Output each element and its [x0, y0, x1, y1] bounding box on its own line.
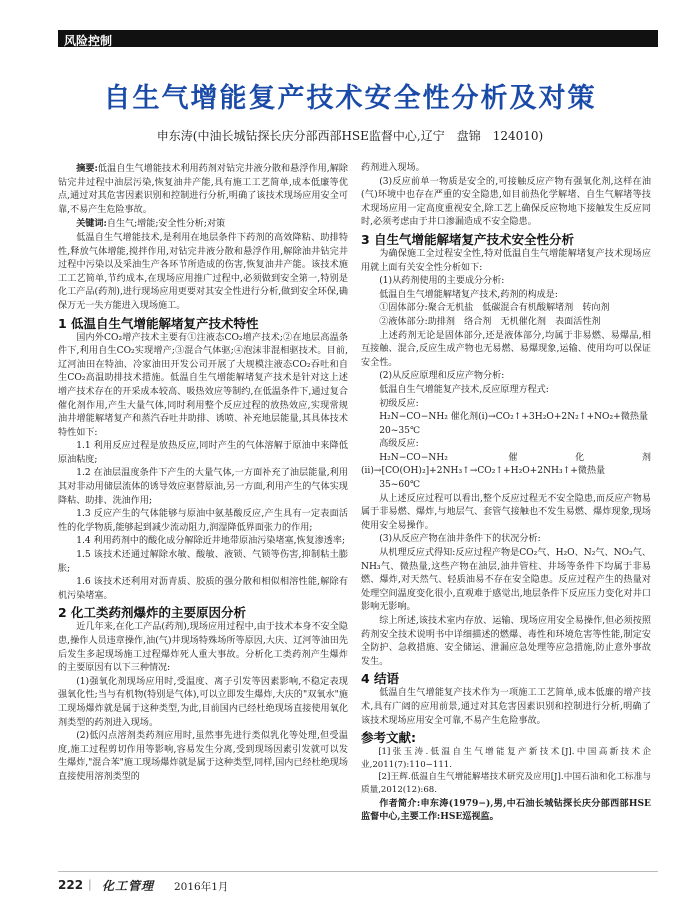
paragraph: 为确保施工全过程安全性,特对低温自生气增能解堵复产技术现场应用就上面有关安全性分析如下: — [361, 248, 651, 273]
page-header — [0, 0, 700, 50]
abstract-text: 低温自生气增能技术利用药剂对钻完井液分散和悬浮作用,解除钻完井过程中油层污染,恢复油井产能,具有施工工艺简单,成本低廉等优点,通过对其危害因素识别和控制进行分析,明确了该技术现场应用安全可靠,不易产生危险事故。 — [58, 164, 348, 215]
paragraph: (1)强氧化剂现场应用时,受温度、离子引发等因素影响,不稳定表现强氧化性;当与有机物(特别是气体),可以立即发生爆炸,大庆的"双氧水"施工现场爆炸就是属于这种类型,为此,目前国内已经杜绝现场直接使用氧化剂类型的药剂进入现场。 — [58, 676, 348, 728]
section-label: 风险控制 — [64, 34, 113, 48]
paragraph: (3)反应前单一物质是安全的,可接触反应产物有强氧化剂,这样在油(气)环境中也存在严重的安全隐患,如目前热化学解堵、自生气解堵等技术现场应用一定高度重视安全,除工艺上确保反应物地下接触发生反应同时,必须考虑由于井口渗漏造成不安全隐患。 — [361, 176, 651, 228]
paragraph: 综上所述,该技术室内存放、运输、现场应用安全易操作,但必须按照药剂安全技术说明书中详细描述的燃爆、毒性和环境危害等性能,制定安全防护、急救措施、安全储运、泄漏应急处理等应急措施,防止意外事故发生。 — [361, 616, 651, 667]
paragraph: (1)从药剂使用的主要成分分析: — [379, 276, 505, 287]
paragraph: 低温自生气增能解堵复产技术,药剂的构成是: — [379, 289, 558, 300]
paragraph: 药剂进入现场。 — [361, 163, 425, 173]
paragraph: 国内外CO₂增产技术主要有①注液态CO₂增产技术;②在地层高温条件下,利用自生CO₂实现增产;③混合气体驱;④泡沫非混相驱技术。目前,辽河油田在特油、冷家油田开发公司开展了大规模注液态CO₂吞吐和自生CO₂高温助排技术措施。低温自生气增能解堵复产技术是针对这上述增产技术存在的开采成本较高、吸热效应等制约,在低温条件下,通过复合催化剂作用,产生大量气体,同时利用整个反应过程的放热效应,实现常规油井增能解堵复产和蒸汽吞吐井助排、诱喷、补充地层能量,其具体技术特性如下: — [58, 332, 348, 438]
paragraph: 初级反应: — [379, 398, 419, 409]
paragraph: 从上述反应过程可以看出,整个反应过程无不安全隐患,而反应产物易属于非易燃、爆炸,与地层气、套管气接触也不发生易燃、爆炸现象,现场使用安全易操作。 — [361, 493, 651, 531]
reference-item: [2]王辉.低温自生气增能解堵技术研究及应用[J].中国石油和化工标准与质量,2012(12):68. — [361, 772, 651, 795]
paragraph: 低温自生气增能复产技术,反应原理方程式: — [379, 384, 549, 395]
intro-paragraph: 低温自生气增能技术,是利用在地层条件下药剂的高效降粘、助排特性,释放气体增能,搅拌作用,对钻完井液分散和悬浮作用,解除油井钻完井过程中污染以及采油生产各环节所造成的伤害,恢复油井产能。该技术施工工艺简单,节约成本,在现场应用推广过程中,必须做到安全第一,特别是化工产品(药剂),进行现场应用更要对其安全性进行分析,做到安全环保,确保万无一失方能进入现场施工。 — [58, 232, 348, 311]
paragraph: ②液体部分:助排剂 络合剂 无机催化剂 表面活性剂 — [379, 316, 601, 327]
article-title: 自生气增能复产技术安全性分析及对策 — [103, 83, 597, 114]
paragraph: 1.5 该技术还通过解除水敏、酸敏、液锁、气锁等伤害,抑制粘土膨胀; — [58, 550, 348, 574]
equation-2-temp: 35~60℃ — [379, 480, 421, 491]
paragraph: 1.4 利用药剂中的酸化成分解除近井地带原油污染堵塞,恢复渗透率; — [76, 536, 346, 547]
paragraph: 高级反应: — [379, 439, 419, 450]
equation-1: H₂N−CO−NH₂ 催化剂(ⅰ)→CO₂↑+3H₂O+2N₂↑+NO₂+微热量 — [379, 412, 649, 423]
paragraph: (2)低闪点溶剂类药剂应用时,虽然事先进行类似乳化等处理,但受温度,施工过程剪切作用等影响,容易发生分离,受到现场因素引发就可以发生爆炸,"混合苯"施工现场爆炸就是属于这种类型,同样,国内已经杜绝现场直接使用溶剂类型的 — [58, 731, 348, 782]
section-tag — [58, 30, 658, 47]
equation-2: H₂N−CO−NH₂ 催化剂(ⅱ)→[CO(OH)₂]+2NH₃↑→CO₂↑+H₂O+2NH₃↑+微热量 — [361, 452, 651, 477]
paragraph: 1.6 该技术还利用对沥青质、胶质的强分散和相似相溶性能,解除有机污染堵塞。 — [58, 577, 348, 601]
paragraph: 上述药剂无论是固体部分,还是液体部分,均属于非易燃、易爆品,相互接触、混合,反应生成产物也无易燃、易爆现象,运输、使用均可以保证安全性。 — [361, 330, 651, 368]
paragraph: 1.3 反应产生的气体能够与原油中氨基酸反应,产生具有一定表面活性的化学物质,能够起到减少流动阻力,润湿降低界面张力的作用; — [58, 509, 348, 533]
page-footer — [58, 876, 658, 896]
journal-name: 化工管理 — [102, 879, 155, 893]
paragraph: 从机理反应式得知:反应过程产物是CO₂气、H₂O、N₂气、NO₂气、NH₃气、微热量,这些产物在油层,油井管柱、井场等条件下均属于非易燃、爆炸,对天然气、轻质油易不存在安全隐患。反应过程产生的热量对处理空间温度变化很小,直观难于感觉出,地层条件下反应压力变化对井口影响无影响。 — [361, 548, 651, 613]
paragraph: 1.1 利用反应过程是放热反应,同时产生的气体溶解于原油中来降低原油粘度; — [58, 441, 348, 465]
paragraph: 1.2 在油层温度条件下产生的大量气体,一方面补充了油层能量,利用其对非动用储层流体的诱导效应驱替原油,另一方面,利用产生的气体实现降粘、助排、洗油作用; — [58, 468, 348, 506]
left-column — [58, 162, 348, 785]
keywords-text: 自生气;增能;安全性分析;对策 — [106, 219, 226, 230]
section-4-heading: 4 结语 — [361, 671, 400, 687]
paragraph: 近几年来,在化工产品(药剂),现场应用过程中,由于技术本身不安全隐患,操作人员违章操作,油(气)井现场特殊场所等原因,大庆、辽河等油田先后发生多起现场施工过程爆炸死人重大事故。分析化工类药剂产生爆炸的主要原因有以下三种情况: — [58, 622, 348, 674]
author-bio: 作者简介:申东涛(1979−),男,中石油长城钻探长庆分部西部HSE监督中心,主要工作:HSE巡视监。 — [361, 797, 651, 823]
issue-date: 2016年1月 — [174, 881, 229, 893]
section-2-heading: 2 化工类药剂爆炸的主要原因分析 — [58, 605, 247, 621]
references-heading: 参考文献: — [361, 730, 416, 746]
author-affiliation: 申东涛(中油长城钻探长庆分部西部HSE监督中心,辽宁 盘锦 124010) — [156, 129, 544, 143]
paragraph: ①固体部分:聚合无机盐 低碳混合有机酸解堵剂 转向剂 — [379, 303, 610, 314]
abstract — [58, 162, 348, 232]
section-3-heading: 3 自生气增能解堵复产技术安全性分析 — [361, 231, 575, 247]
footer-separator: | — [88, 878, 92, 891]
page-number: 222 — [58, 878, 84, 892]
references — [361, 746, 651, 796]
paragraph: (3)从反应产物在油井条件下的状况分析: — [379, 534, 541, 545]
abstract-label: 摘要: — [76, 163, 98, 174]
paragraph: 低温自生气增能复产技术作为一项施工工艺简单,成本低廉的增产技术,具有广阔的应用前景,通过对其危害因素识别和控制进行分析,明确了该技术现场应用安全可靠,不易产生危险事故。 — [361, 688, 651, 726]
keywords-label: 关键词: — [76, 218, 107, 230]
right-column — [361, 162, 651, 824]
footer-divider — [58, 871, 658, 872]
reference-item: [1]张玉涛.低温自生气增能复产新技术[J].中国高新技术企业,2011(7):110−111. — [361, 747, 651, 770]
equation-1-temp: 20~35℃ — [379, 425, 421, 436]
paragraph: (2)从反应原理和反应产物分析: — [379, 371, 505, 382]
section-1-heading: 1 低温自生气增能解堵复产技术特性 — [58, 315, 259, 331]
